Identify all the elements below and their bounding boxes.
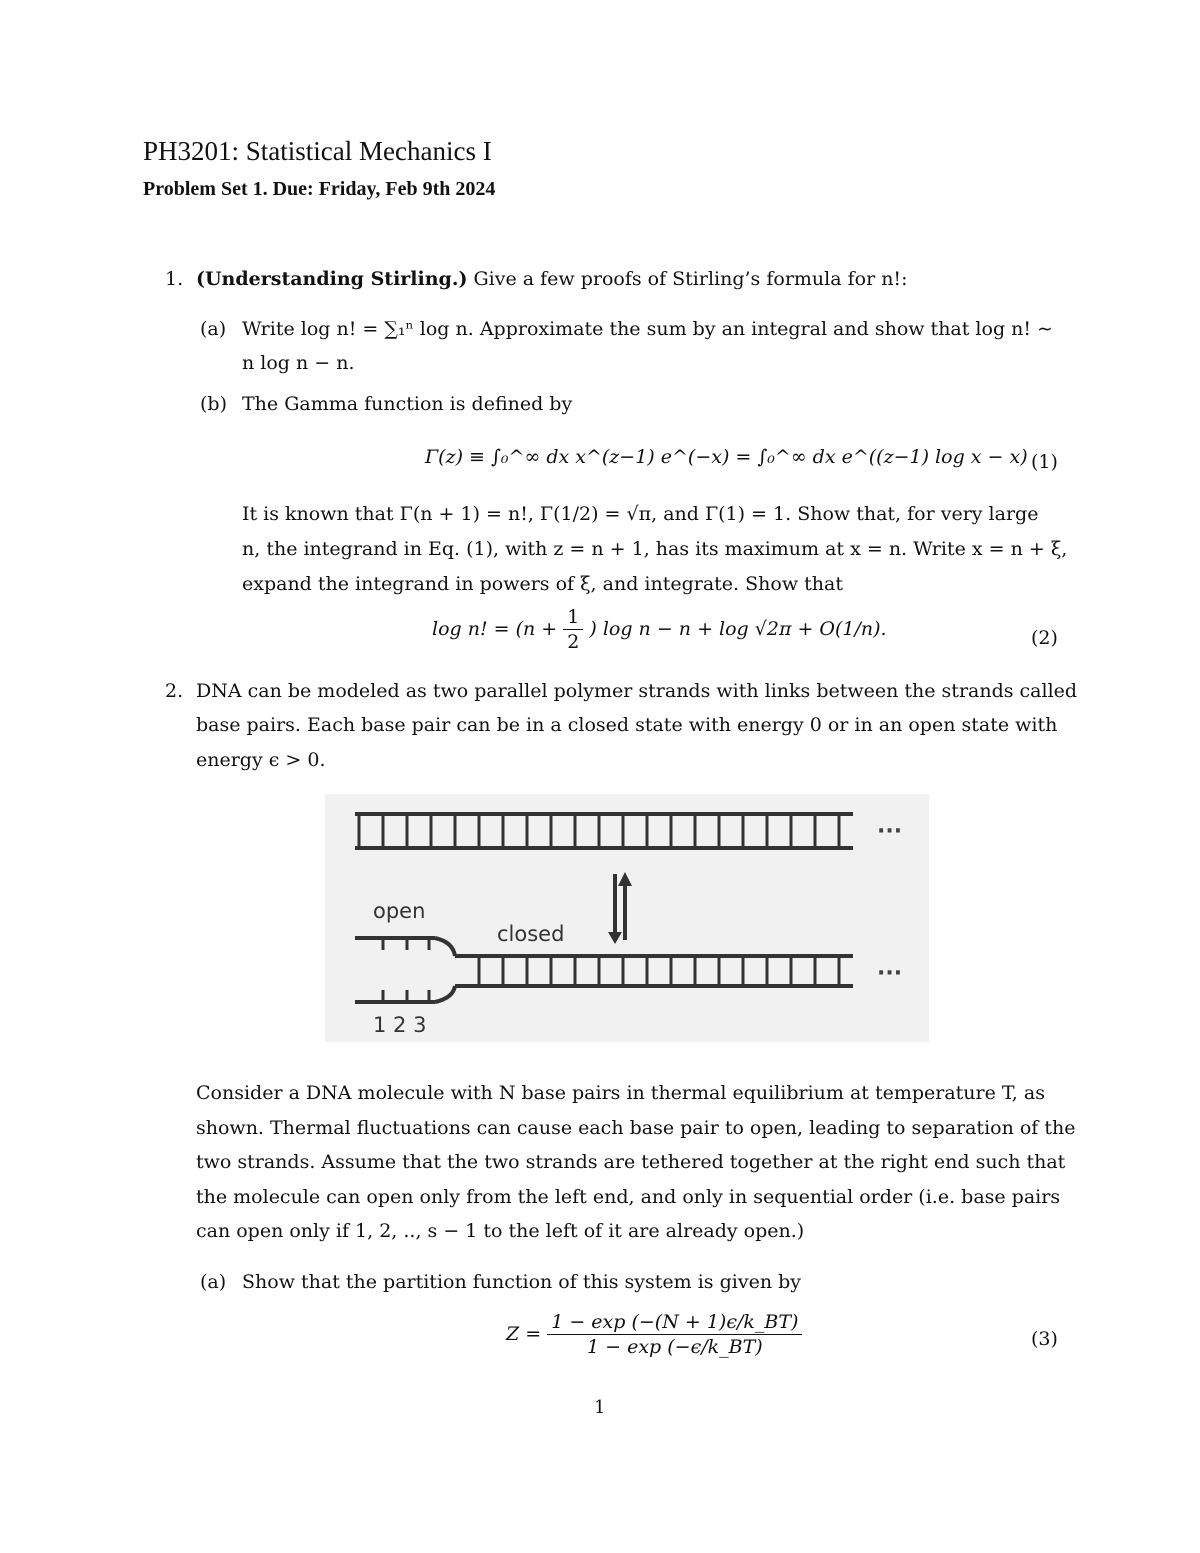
problem-2-line2: base pairs. Each base pair can be in a closed state with energy 0 or in an open state with <box>196 714 1058 736</box>
equation-2-fraction <box>563 608 583 652</box>
part-1b-line3: n, the integrand in Eq. (1), with z = n + 1, has its maximum at x = n. Write x = n + ξ, <box>242 538 1068 560</box>
label-base-pair-numbers: 1 2 3 <box>373 1013 427 1037</box>
bottom-dots: ··· <box>877 961 903 986</box>
equilibrium-arrows-icon <box>608 872 632 944</box>
part-1b-line4: expand the integrand in powers of ξ, and integrate. Show that <box>242 573 843 595</box>
top-ladder <box>355 814 853 848</box>
problem-1-heading: (Understanding Stirling.) <box>196 268 468 290</box>
problem-1-intro-text: Give a few proofs of Stirling’s formula for n!: <box>473 268 908 290</box>
part-1b-line2: It is known that Γ(n + 1) = n!, Γ(1/2) = √π, and Γ(1) = 1. Show that, for very large <box>242 503 1039 525</box>
dna-diagram <box>325 794 929 1042</box>
problem-2-line1: DNA can be modeled as two parallel polymer strands with links between the strands called <box>196 680 1078 702</box>
page-title: PH3201: Statistical Mechanics I <box>143 136 492 166</box>
problem-2-number: 2. <box>165 680 184 702</box>
problem-2-para2: shown. Thermal fluctuations can cause each base pair to open, leading to separation of the <box>196 1117 1076 1139</box>
equation-2 <box>432 608 887 652</box>
part-1a-label: (a) <box>200 318 227 340</box>
open-strand <box>355 938 455 1002</box>
label-closed: closed <box>497 922 565 946</box>
bottom-ladder <box>455 956 853 986</box>
problem-1-intro <box>196 270 907 289</box>
equation-3-left: Z = <box>506 1323 542 1345</box>
equation-2-frac-den: 2 <box>567 631 580 653</box>
part-1b-label: (b) <box>200 393 227 415</box>
equation-2-frac-num: 1 <box>563 608 583 630</box>
equation-3 <box>506 1313 802 1357</box>
equation-2-left: log n! = (n + <box>432 618 558 640</box>
equation-3-numerator: 1 − exp (−(N + 1)ϵ/k_BT) <box>547 1313 802 1335</box>
problem-1-number: 1. <box>165 268 184 290</box>
page-subtitle: Problem Set 1. Due: Friday, Feb 9th 2024 <box>143 178 496 200</box>
part-2a-text: Show that the partition function of this system is given by <box>242 1271 801 1293</box>
part-1b-line1: The Gamma function is defined by <box>242 393 573 415</box>
top-dots: ··· <box>877 819 903 844</box>
equation-3-denominator: 1 − exp (−ϵ/k_BT) <box>586 1336 763 1358</box>
problem-2-para1: Consider a DNA molecule with N base pairs in thermal equilibrium at temperature T, as <box>196 1082 1045 1104</box>
problem-2-line3: energy ϵ > 0. <box>196 749 326 771</box>
problem-2-para5: can open only if 1, 2, .., s − 1 to the left of it are already open.) <box>196 1220 805 1242</box>
part-2a-label: (a) <box>200 1271 227 1293</box>
dna-figure <box>325 794 929 1042</box>
equation-2-right: ) log n − n + log √2π + O(1/n). <box>589 618 887 640</box>
problem-2-para4: the molecule can open only from the left end, and only in sequential order (i.e. base pairs <box>196 1186 1061 1208</box>
label-open: open <box>373 899 426 923</box>
part-1a-line1: Write log n! = ∑₁ⁿ log n. Approximate the sum by an integral and show that log n! ∼ <box>242 318 1053 340</box>
equation-3-number: (3) <box>1031 1328 1058 1350</box>
equation-2-number: (2) <box>1031 627 1058 649</box>
part-1a-line2: n log n − n. <box>242 352 355 374</box>
equation-3-fraction <box>547 1313 802 1357</box>
equation-1-number: (1) <box>1031 451 1058 473</box>
problem-2-para3: two strands. Assume that the two strands are tethered together at the right end such that <box>196 1151 1066 1173</box>
equation-1: Γ(z) ≡ ∫₀^∞ dx x^(z−1) e^(−x) = ∫₀^∞ dx e^((z−1) log x − x) <box>425 446 1028 468</box>
page-number: 1 <box>594 1397 606 1418</box>
